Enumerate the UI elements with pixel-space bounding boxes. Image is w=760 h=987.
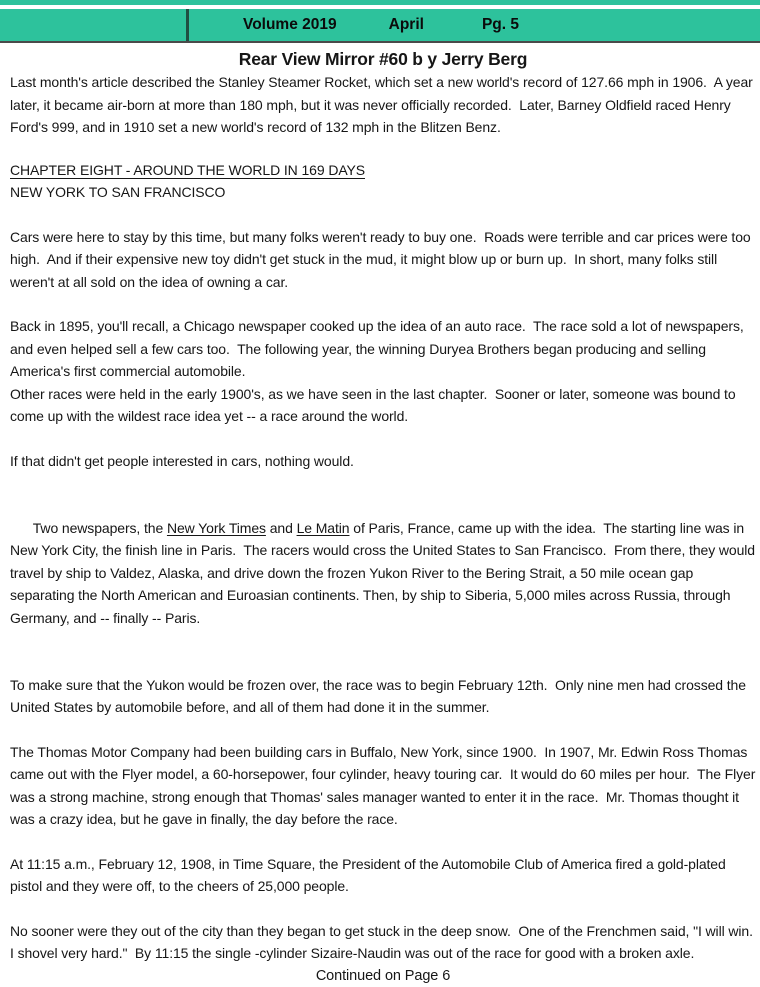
masthead-page-number: Pg. 5 <box>482 16 519 34</box>
paragraph-yukon-frozen: To make sure that the Yukon would be frozen over, the race was to begin February 12th. Only nine men had crossed the United States by automobile before, and all of them had done it in the summer. <box>10 674 756 719</box>
newspaper-name-le-matin: Le Matin <box>297 520 350 536</box>
newspaper-name-new-york-times: New York Times <box>167 520 266 536</box>
paragraph-other-races: Other races were held in the early 1900's, as we have seen in the last chapter. Sooner or later, someone was bound to come up with the wildest race idea yet -- a race around the world. <box>10 383 756 428</box>
paragraph-intro: Last month's article described the Stanley Steamer Rocket, which set a new world's record of 127.66 mph in 1906. A year later, it became air-born at more than 180 mph, but it was never officially recorded. Later, Barney Oldfield raced Henry Ford's 999, and in 1910 set a new world's record of 132 mph in the Blitzen Benz. <box>10 71 756 139</box>
text-segment: Two newspapers, the <box>33 520 167 536</box>
paragraph-cars-here-to-stay: Cars were here to stay by this time, but many folks weren't ready to buy one. Roads were terrible and car prices were too high. And if their expensive new toy didn't get stuck in the mud, it might blow up or burn up. In short, many folks still weren't at all sold on the idea of owning a car. <box>10 226 756 294</box>
paragraph-deep-snow: No sooner were they out of the city than they began to get stuck in the deep snow. One of the Frenchmen said, "I will win. I shovel very hard." By 11:15 the single -cylinder Sizaire-Naudin was out of the race for good with a broken axle. <box>10 920 756 965</box>
paragraph-race-start: At 11:15 a.m., February 12, 1908, in Time Square, the President of the Automobile Club of America fired a gold-plated pistol and they were off, to the cheers of 25,000 people. <box>10 853 756 898</box>
masthead-bar <box>0 9 760 43</box>
paragraph-two-newspapers <box>10 494 756 652</box>
chapter-heading: CHAPTER EIGHT - AROUND THE WORLD IN 169 DAYS <box>10 159 756 182</box>
masthead <box>0 0 760 43</box>
continued-footer: Continued on Page 6 <box>10 965 756 987</box>
scan-artifact-line <box>186 9 189 41</box>
text-segment: of Paris, France, came up with the idea. The starting line was in New York City, the finish line in Paris. The racers would cross the United States to San Francisco. From there, they would travel by ship to Valdez, Alaska, and drive down the frozen Yukon River to the Bering Strait, a 50 mile ocean gap separating the North American and Euroasian continents. Then, by ship to Siberia, 5,000 miles across Russia, through Germany, and -- finally -- Paris. <box>10 520 759 626</box>
paragraph-if-that-didnt: If that didn't get people interested in cars, nothing would. <box>10 450 756 473</box>
article-body <box>0 43 760 987</box>
masthead-volume: Volume 2019 <box>243 16 337 34</box>
chapter-subheading: NEW YORK TO SAN FRANCISCO <box>10 181 756 204</box>
paragraph-thomas-motor-company: The Thomas Motor Company had been building cars in Buffalo, New York, since 1900. In 1907, Mr. Edwin Ross Thomas came out with the Flyer model, a 60-horsepower, four cylinder, heavy touring car. It would do 60 miles per hour. The Flyer was a strong machine, strong enough that Thomas' sales manager wanted to enter it in the race. Mr. Thomas thought it was a crazy idea, but he gave in finally, the day before the race. <box>10 741 756 831</box>
paragraph-back-in-1895: Back in 1895, you'll recall, a Chicago newspaper cooked up the idea of an auto race. The race sold a lot of newspapers, and even helped sell a few cars too. The following year, the winning Duryea Brothers began producing and selling America's first commercial automobile. <box>10 315 756 383</box>
masthead-month: April <box>389 16 424 34</box>
text-segment: and <box>266 520 297 536</box>
article-title: Rear View Mirror #60 b y Jerry Berg <box>10 47 756 71</box>
